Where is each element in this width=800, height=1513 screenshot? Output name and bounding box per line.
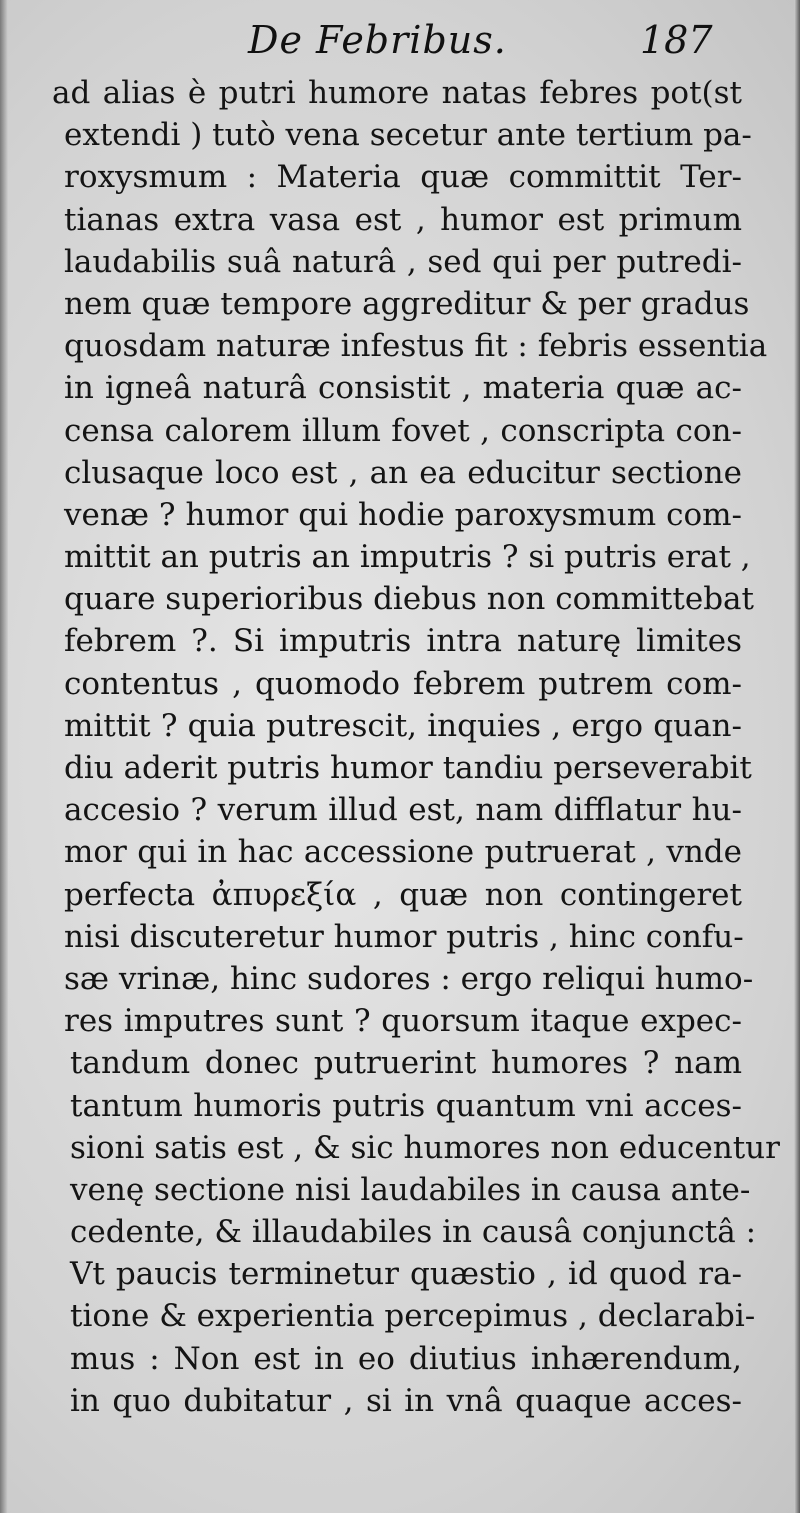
text-line: venæ ? humor qui hodie paroxysmum com- <box>64 496 742 533</box>
body-text <box>52 72 780 1422</box>
text-line: mittit an putris an imputris ? si putris erat , <box>64 539 751 576</box>
text-line: nisi discuteretur humor putris , hinc confu- <box>64 918 744 955</box>
text-line: in igneâ naturâ consistit , materia quæ ac- <box>64 370 742 407</box>
text-line: quare superioribus diebus non committebat <box>64 581 754 618</box>
page-edge-left <box>0 0 8 1513</box>
text-line: nem quæ tempore aggreditur & per gradus <box>64 285 750 322</box>
page-header <box>0 18 800 70</box>
text-line: roxysmum : Materia quæ committit Ter- <box>64 159 742 196</box>
text-line: diu aderit putris humor tandiu perseverabit <box>64 750 752 786</box>
text-line: clusaque loco est , an ea educitur sectione <box>64 454 742 491</box>
text-line: tandum donec putruerint humores ? nam <box>70 1045 742 1082</box>
bleed-through-shadow <box>110 1440 710 1510</box>
text-line: Vt paucis terminetur quæstio , id quod ra- <box>70 1256 742 1293</box>
text-line: sæ vrinæ, hinc sudores : ergo reliqui humo- <box>64 960 754 997</box>
text-line: mor qui in hac accessione putruerat , vnde <box>64 834 742 871</box>
text-line: extendi ) tutò vena secetur ante tertium pa- <box>64 117 752 154</box>
text-line: febrem ?. Si imputris intra naturę limites <box>64 623 742 660</box>
text-line: accesio ? verum illud est, nam difflatur hu- <box>64 792 742 829</box>
text-line: tantum humoris putris quantum vni acces- <box>70 1087 742 1124</box>
page-number: 187 <box>640 18 713 62</box>
text-line: tianas extra vasa est , humor est primum <box>64 201 742 238</box>
text-line: mittit ? quia putrescit, inquies , ergo quan- <box>64 707 742 744</box>
text-line: res imputres sunt ? quorsum itaque expec- <box>64 1003 742 1040</box>
text-line: laudabilis suâ naturâ , sed qui per putredi- <box>64 243 742 280</box>
text-line: sioni satis est , & sic humores non educentur <box>70 1129 780 1166</box>
text-line: contentus , quomodo febrem putrem com- <box>64 665 742 702</box>
text-line: in quo dubitatur , si in vnâ quaque acces- <box>70 1382 742 1419</box>
running-title: De Febribus. <box>248 18 507 62</box>
text-line: censa calorem illum fovet , conscripta con- <box>64 412 742 449</box>
text-line: ad alias è putri humore natas febres pot(st <box>52 75 742 111</box>
text-line: tione & experientia percepimus , declarabi- <box>70 1298 756 1335</box>
page-edge-right <box>794 0 800 1513</box>
text-line: quosdam naturæ infestus fit : febris essentia <box>64 328 768 365</box>
text-line: venę sectione nisi laudabiles in causa ante- <box>70 1171 751 1208</box>
text-line: mus : Non est in eo diutius inhærendum, <box>70 1340 742 1377</box>
text-line: cedente, & illaudabiles in causâ conjunctâ : <box>70 1214 757 1251</box>
text-line: perfecta ἀπυρεξία , quæ non contingeret <box>64 876 742 913</box>
